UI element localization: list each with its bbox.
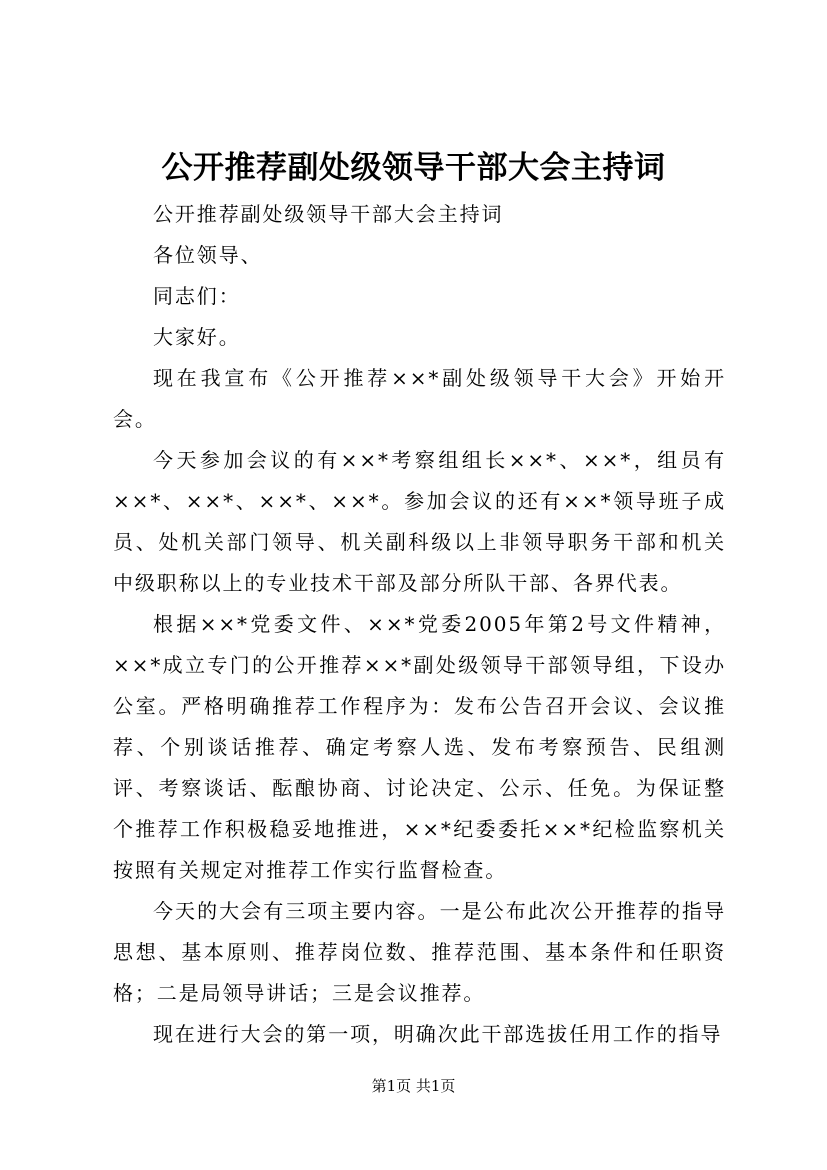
document-title: 公开推荐副处级领导干部大会主持词 (161, 150, 666, 186)
paragraph-agenda: 今天的大会有三项主要内容。一是公布此次公开推荐的指导思想、基本原则、推荐岗位数、推荐范围、基本条件和任职资格；二是局领导讲话；三是会议推荐。 (113, 899, 726, 1005)
paragraph-attendees: 今天参加会议的有××*考察组组长××*、××*，组员有××*、××*、××*、××*。参加会议的还有××*领导班子成员、处机关部门领导、机关副科级以上非领导职务干部和机关中级职称以上的专业技术干部及部分所队干部、各界代表。 (113, 448, 726, 595)
paragraph-salutation-leaders: 各位领导、 (153, 243, 263, 267)
paragraph-greeting: 大家好。 (153, 325, 241, 349)
paragraph-salutation-comrades: 同志们： (153, 284, 241, 308)
page-footer: 第1页 共1页 (371, 1077, 456, 1095)
document-body (113, 194, 726, 1055)
paragraph-first-item: 现在进行大会的第一项，明确次此干部选拔任用工作的指导 (153, 1022, 723, 1046)
paragraph-opening: 现在我宣布《公开推荐××*副处级领导干大会》开始开会。 (113, 366, 726, 431)
paragraph-procedure: 根据××*党委文件、××*党委2005年第2号文件精神，××*成立专门的公开推荐××*副处级领导干部领导组，下设办公室。严格明确推荐工作程序为：发布公告召开会议、会议推荐、个别谈话推荐、确定考察人选、发布考察预告、民组测评、考察谈话、酝酿协商、讨论决定、公示、任免。为保证整个推荐工作积极稳妥地推进，××*纪委委托××*纪检监察机关按照有关规定对推荐工作实行监督检查。 (113, 612, 726, 882)
paragraph-subtitle: 公开推荐副处级领导干部大会主持词 (153, 202, 504, 226)
